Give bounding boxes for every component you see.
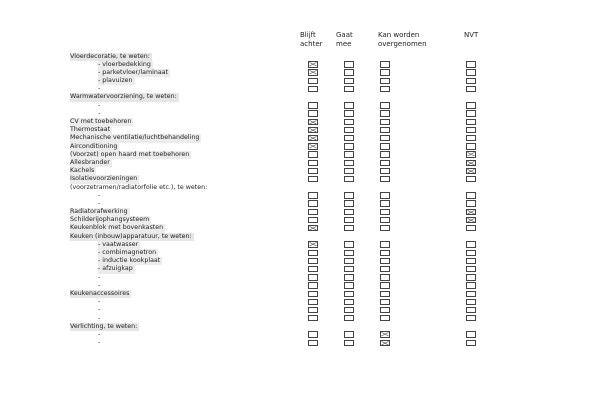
checkbox-gaat-mee[interactable]: [344, 315, 354, 321]
checkbox-kan-worden-overgenomen[interactable]: [380, 127, 390, 133]
row-label: Mechanische ventilatie/luchtbehandeling: [70, 134, 200, 142]
checkbox-kan-worden-overgenomen[interactable]: [380, 135, 390, 141]
table-row: [70, 339, 490, 347]
checkbox-kan-worden-overgenomen[interactable]: [380, 225, 390, 231]
checkbox-gaat-mee[interactable]: [344, 69, 354, 75]
checkbox-gaat-mee[interactable]: [344, 209, 354, 215]
checkbox-blijft-achter[interactable]: [308, 241, 318, 247]
cross-mark-icon: [467, 152, 475, 156]
checkbox-nvt[interactable]: [466, 143, 476, 149]
row-label: -: [98, 199, 101, 207]
table-row: [70, 77, 490, 85]
cross-mark-icon: [381, 341, 389, 345]
checkbox-gaat-mee[interactable]: [344, 274, 354, 280]
checkbox-blijft-achter[interactable]: [308, 102, 318, 108]
checkbox-nvt[interactable]: [466, 331, 476, 337]
table-row: [70, 118, 490, 126]
section-label: Vloerdecoratie, te weten:: [70, 52, 150, 60]
checkbox-nvt[interactable]: [466, 127, 476, 133]
header-line: mee: [336, 39, 352, 48]
checkbox-nvt[interactable]: [466, 200, 476, 206]
checkbox-nvt[interactable]: [466, 78, 476, 84]
checkbox-gaat-mee[interactable]: [344, 119, 354, 125]
checkbox-gaat-mee[interactable]: [344, 168, 354, 174]
checkbox-gaat-mee[interactable]: [344, 61, 354, 67]
checkbox-kan-worden-overgenomen[interactable]: [380, 69, 390, 75]
checkbox-blijft-achter[interactable]: [308, 340, 318, 346]
checkbox-kan-worden-overgenomen[interactable]: [380, 61, 390, 67]
row-label: Radiatorafwerking: [70, 208, 128, 216]
checkbox-nvt[interactable]: [466, 110, 476, 116]
row-label: (Voorzet) open haard met toebehoren: [70, 150, 190, 158]
header-line: achter: [300, 39, 323, 48]
table-row: [70, 224, 490, 232]
checkbox-blijft-achter[interactable]: [308, 61, 318, 67]
table-row: [70, 110, 490, 118]
row-label: Allesbrander: [70, 158, 110, 166]
header-kan-worden-overgenomen: [378, 31, 427, 48]
row-label: - vloerbedekking: [98, 60, 151, 68]
checkbox-nvt[interactable]: [466, 225, 476, 231]
table-row: [70, 233, 490, 241]
table-row: [70, 331, 490, 339]
row-label: Airconditioning: [70, 142, 118, 150]
checkbox-nvt[interactable]: [466, 69, 476, 75]
checkbox-nvt[interactable]: [466, 168, 476, 174]
row-label: (voorzetramen/radiatorfolie etc.), te weten:: [70, 183, 208, 191]
row-label: -: [98, 109, 101, 117]
checkbox-kan-worden-overgenomen[interactable]: [380, 291, 390, 297]
checkbox-gaat-mee[interactable]: [344, 200, 354, 206]
checkbox-kan-worden-overgenomen[interactable]: [380, 274, 390, 280]
header-line: Blijft: [300, 31, 316, 39]
checkbox-kan-worden-overgenomen[interactable]: [380, 110, 390, 116]
checkbox-nvt[interactable]: [466, 86, 476, 92]
section-label: Keukenaccessoires: [70, 289, 130, 297]
checkbox-blijft-achter[interactable]: [308, 225, 318, 231]
checkbox-blijft-achter[interactable]: [308, 331, 318, 337]
cross-mark-icon: [309, 128, 317, 132]
table-row: [70, 126, 490, 134]
checkbox-nvt[interactable]: [466, 151, 476, 157]
checkbox-nvt[interactable]: [466, 102, 476, 108]
checkbox-gaat-mee[interactable]: [344, 78, 354, 84]
checkbox-blijft-achter[interactable]: [308, 192, 318, 198]
checkbox-blijft-achter[interactable]: [308, 69, 318, 75]
checkbox-blijft-achter[interactable]: [308, 110, 318, 116]
table-row: [70, 184, 490, 192]
checkbox-nvt[interactable]: [466, 61, 476, 67]
checkbox-kan-worden-overgenomen[interactable]: [380, 282, 390, 288]
checkbox-gaat-mee[interactable]: [344, 299, 354, 305]
table-row: [70, 151, 490, 159]
checkbox-blijft-achter[interactable]: [308, 315, 318, 321]
checkbox-gaat-mee[interactable]: [344, 225, 354, 231]
table-row: [70, 102, 490, 110]
checkbox-nvt[interactable]: [466, 217, 476, 223]
checkbox-gaat-mee[interactable]: [344, 110, 354, 116]
row-label: Kachels: [70, 167, 95, 175]
checkbox-blijft-achter[interactable]: [308, 266, 318, 272]
checkbox-kan-worden-overgenomen[interactable]: [380, 258, 390, 264]
table-row: [70, 290, 490, 298]
checkbox-kan-worden-overgenomen[interactable]: [380, 151, 390, 157]
checkbox-gaat-mee[interactable]: [344, 192, 354, 198]
table-row: [70, 192, 490, 200]
row-label: - combimagnetron: [98, 249, 157, 256]
cross-mark-icon: [309, 136, 317, 140]
checkbox-kan-worden-overgenomen[interactable]: [380, 217, 390, 223]
checkbox-nvt[interactable]: [466, 340, 476, 346]
checkbox-kan-worden-overgenomen[interactable]: [380, 315, 390, 321]
checkbox-gaat-mee[interactable]: [344, 241, 354, 247]
checkbox-blijft-achter[interactable]: [308, 86, 318, 92]
checkbox-kan-worden-overgenomen[interactable]: [380, 192, 390, 198]
checkbox-blijft-achter[interactable]: [308, 282, 318, 288]
checkbox-gaat-mee[interactable]: [344, 135, 354, 141]
cross-mark-icon: [381, 332, 389, 336]
checkbox-kan-worden-overgenomen[interactable]: [380, 250, 390, 256]
checkbox-gaat-mee[interactable]: [344, 307, 354, 313]
checkbox-nvt[interactable]: [466, 291, 476, 297]
checkbox-blijft-achter[interactable]: [308, 274, 318, 280]
cross-mark-icon: [467, 169, 475, 173]
header-nvt: [464, 31, 478, 40]
checkbox-kan-worden-overgenomen[interactable]: [380, 307, 390, 313]
table-row: [70, 143, 490, 151]
checkbox-nvt[interactable]: [466, 258, 476, 264]
row-label: -: [98, 330, 101, 338]
cross-mark-icon: [467, 210, 475, 214]
checkbox-gaat-mee[interactable]: [344, 258, 354, 264]
table-row: [70, 241, 490, 249]
checkbox-nvt[interactable]: [466, 299, 476, 305]
table-row: [70, 61, 490, 69]
checkbox-gaat-mee[interactable]: [344, 127, 354, 133]
table-row: [70, 216, 490, 224]
row-label: Schilderijophangsysteem: [70, 216, 150, 224]
section-label: Verlichting, te weten:: [70, 322, 138, 330]
section-label: Keuken (inbouw)apparatuur, te weten:: [70, 232, 192, 240]
checkbox-gaat-mee[interactable]: [344, 102, 354, 108]
checkbox-blijft-achter[interactable]: [308, 127, 318, 133]
table-row: [70, 323, 490, 331]
checkbox-gaat-mee[interactable]: [344, 160, 354, 166]
row-label: Isolatievoorzieningen: [70, 175, 138, 183]
cross-mark-icon: [467, 218, 475, 222]
checkbox-kan-worden-overgenomen[interactable]: [380, 168, 390, 174]
row-label: -: [98, 314, 101, 322]
table-row: [70, 208, 490, 216]
table-row: [70, 167, 490, 175]
checklist-table: [70, 53, 490, 348]
row-label: -: [98, 281, 101, 289]
row-label: - parketvloer/laminaat: [98, 68, 169, 76]
checkbox-kan-worden-overgenomen[interactable]: [380, 160, 390, 166]
checkbox-blijft-achter[interactable]: [308, 250, 318, 256]
row-label: - inductie kookplaat: [98, 257, 161, 265]
checkbox-nvt[interactable]: [466, 192, 476, 198]
cross-mark-icon: [309, 120, 317, 124]
cross-mark-icon: [309, 70, 317, 74]
checkbox-gaat-mee[interactable]: [344, 291, 354, 297]
checkbox-nvt[interactable]: [466, 135, 476, 141]
checkbox-nvt[interactable]: [466, 274, 476, 280]
checkbox-nvt[interactable]: [466, 119, 476, 125]
cross-mark-icon: [467, 161, 475, 165]
checkbox-nvt[interactable]: [466, 266, 476, 272]
row-label: -: [98, 306, 101, 314]
cross-mark-icon: [309, 62, 317, 66]
cross-mark-icon: [309, 226, 317, 230]
row-label: - plavuizen: [98, 77, 133, 85]
checkbox-blijft-achter[interactable]: [308, 200, 318, 206]
header-line: Kan worden: [378, 31, 420, 39]
table-row: [70, 265, 490, 273]
row-label: -: [98, 85, 101, 93]
checkbox-blijft-achter[interactable]: [308, 135, 318, 141]
checkbox-gaat-mee[interactable]: [344, 331, 354, 337]
checkbox-blijft-achter[interactable]: [308, 176, 318, 182]
checkbox-kan-worden-overgenomen[interactable]: [380, 78, 390, 84]
checkbox-nvt[interactable]: [466, 241, 476, 247]
checkbox-blijft-achter[interactable]: [308, 217, 318, 223]
checkbox-kan-worden-overgenomen[interactable]: [380, 241, 390, 247]
row-label: -: [98, 101, 101, 109]
table-row: [70, 93, 490, 101]
checkbox-nvt[interactable]: [466, 250, 476, 256]
cross-mark-icon: [309, 144, 317, 148]
checkbox-blijft-achter[interactable]: [308, 160, 318, 166]
checkbox-nvt[interactable]: [466, 307, 476, 313]
checkbox-kan-worden-overgenomen[interactable]: [380, 209, 390, 215]
checkbox-gaat-mee[interactable]: [344, 86, 354, 92]
checkbox-blijft-achter[interactable]: [308, 291, 318, 297]
checkbox-nvt[interactable]: [466, 282, 476, 288]
checkbox-blijft-achter[interactable]: [308, 307, 318, 313]
checkbox-blijft-achter[interactable]: [308, 119, 318, 125]
table-row: [70, 274, 490, 282]
table-row: [70, 249, 490, 257]
table-row: [70, 306, 490, 314]
checkbox-kan-worden-overgenomen[interactable]: [380, 266, 390, 272]
header-gaat-mee: [336, 31, 353, 48]
checkbox-blijft-achter[interactable]: [308, 78, 318, 84]
table-row: [70, 298, 490, 306]
checkbox-kan-worden-overgenomen[interactable]: [380, 200, 390, 206]
header-line: overgenomen: [378, 39, 427, 48]
checkbox-nvt[interactable]: [466, 315, 476, 321]
row-label: CV met toebehoren: [70, 118, 132, 125]
table-row: [70, 315, 490, 323]
table-row: [70, 85, 490, 93]
row-label: - afzuigkap: [98, 265, 133, 273]
checkbox-kan-worden-overgenomen[interactable]: [380, 102, 390, 108]
table-row: [70, 257, 490, 265]
checkbox-gaat-mee[interactable]: [344, 217, 354, 223]
table-row: [70, 69, 490, 77]
checkbox-gaat-mee[interactable]: [344, 250, 354, 256]
row-label: Thermostaat: [70, 126, 111, 134]
table-row: [70, 159, 490, 167]
checkbox-kan-worden-overgenomen[interactable]: [380, 176, 390, 182]
row-label: -: [98, 339, 101, 347]
checkbox-gaat-mee[interactable]: [344, 266, 354, 272]
header-line: Gaat: [336, 31, 353, 39]
header-line: NVT: [464, 31, 479, 39]
checkbox-kan-worden-overgenomen[interactable]: [380, 143, 390, 149]
checkbox-blijft-achter[interactable]: [308, 143, 318, 149]
table-row: [70, 175, 490, 183]
checkbox-gaat-mee[interactable]: [344, 340, 354, 346]
checkbox-nvt[interactable]: [466, 160, 476, 166]
checkbox-gaat-mee[interactable]: [344, 143, 354, 149]
row-label: Keukenblok met bovenkasten: [70, 224, 164, 232]
checkbox-blijft-achter[interactable]: [308, 168, 318, 174]
checkbox-kan-worden-overgenomen[interactable]: [380, 299, 390, 305]
row-label: -: [98, 191, 101, 199]
row-label: -: [98, 273, 101, 281]
table-row: [70, 200, 490, 208]
table-row: [70, 134, 490, 142]
row-label: - vaatwasser: [98, 240, 139, 248]
checkbox-gaat-mee[interactable]: [344, 282, 354, 288]
checkbox-kan-worden-overgenomen[interactable]: [380, 86, 390, 92]
checkbox-gaat-mee[interactable]: [344, 176, 354, 182]
checkbox-kan-worden-overgenomen[interactable]: [380, 119, 390, 125]
checkbox-blijft-achter[interactable]: [308, 151, 318, 157]
checkbox-nvt[interactable]: [466, 176, 476, 182]
section-label: Warmwatervoorziening, te weten:: [70, 93, 177, 101]
checkbox-blijft-achter[interactable]: [308, 258, 318, 264]
row-label: -: [98, 298, 101, 306]
checkbox-nvt[interactable]: [466, 209, 476, 215]
header-blijft-achter: [300, 31, 323, 48]
table-row: [70, 282, 490, 290]
checkbox-kan-worden-overgenomen[interactable]: [380, 340, 390, 346]
checkbox-blijft-achter[interactable]: [308, 299, 318, 305]
checkbox-kan-worden-overgenomen[interactable]: [380, 331, 390, 337]
table-row: [70, 53, 490, 61]
checkbox-gaat-mee[interactable]: [344, 151, 354, 157]
cross-mark-icon: [309, 242, 317, 246]
checkbox-blijft-achter[interactable]: [308, 209, 318, 215]
